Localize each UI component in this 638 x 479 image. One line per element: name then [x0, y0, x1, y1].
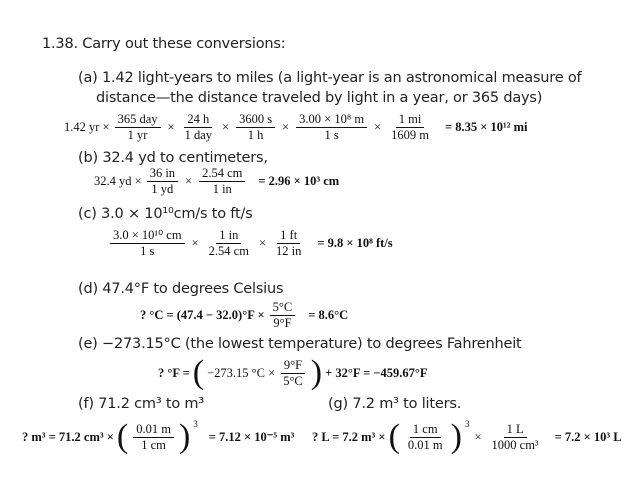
- part-e-f-num: 9°F: [281, 358, 305, 374]
- times-sign: ×: [474, 429, 482, 444]
- part-d-label: (d) 47.4°F to degrees Celsius: [78, 281, 284, 297]
- part-g-factor-2: [489, 422, 542, 453]
- part-c-result: = 9.8 × 10⁸ ft/s: [317, 236, 393, 250]
- times-sign: ×: [374, 120, 382, 134]
- part-a-f4-den: 1 s: [324, 128, 339, 142]
- part-g-exponent: 3: [464, 419, 470, 429]
- part-d-start: ? °C = (47.4 − 32.0)°F ×: [140, 308, 265, 322]
- times-sign: ×: [191, 236, 199, 250]
- part-f-start: ? m³ = 71.2 cm³ ×: [22, 429, 114, 444]
- part-b-start: 32.4 yd ×: [94, 174, 142, 188]
- part-c-f2-num: 1 ft: [277, 228, 300, 244]
- part-a-f1-den: 1 yr: [127, 128, 148, 142]
- part-e-tail: + 32°F = −459.67°F: [325, 365, 428, 380]
- part-e-inner: −273.15 °C ×: [207, 365, 276, 380]
- part-g-equation: [312, 420, 622, 454]
- part-b-f1-den: 1 yd: [151, 182, 174, 196]
- times-sign: ×: [167, 120, 175, 134]
- part-a-f2-num: 24 h: [184, 112, 212, 128]
- part-a-f5-num: 1 mi: [396, 112, 425, 128]
- part-c-f1-den: 2.54 cm: [208, 244, 249, 258]
- part-a-factor-1: [115, 112, 161, 143]
- part-d-result: = 8.6°C: [308, 308, 349, 322]
- part-c-f2-den: 12 in: [276, 244, 302, 258]
- part-a-f4-num: 3.00 × 10⁸ m: [296, 112, 367, 128]
- part-b-factor-1: [147, 166, 178, 197]
- part-d-equation: [140, 300, 348, 331]
- part-a-f5-den: 1609 m: [391, 128, 429, 142]
- times-sign: ×: [282, 120, 290, 134]
- part-f-result: = 7.12 × 10⁻⁵ m³: [208, 430, 295, 444]
- part-f-equation: [22, 420, 294, 454]
- part-a-result: = 8.35 × 10¹² mi: [444, 120, 528, 134]
- part-g-f2-den: 1000 cm³: [491, 437, 539, 452]
- part-b-f2-num: 2.54 cm: [199, 166, 245, 182]
- part-b-result: = 2.96 × 10³ cm: [258, 174, 340, 188]
- part-d-factor: [270, 300, 296, 331]
- part-c-equation: [108, 228, 393, 259]
- part-c-label: (c) 3.0 × 10¹⁰cm/s to ft/s: [78, 206, 253, 222]
- part-a-factor-2: [182, 112, 215, 143]
- left-paren: (: [388, 418, 400, 455]
- part-e-factor: [280, 358, 306, 389]
- part-g-factor-1: [405, 422, 446, 453]
- part-a-f3-den: 1 h: [247, 128, 264, 142]
- part-g-f1-num: 1 cm: [410, 422, 441, 438]
- part-b-f1-num: 36 in: [147, 166, 178, 182]
- part-a-f1-num: 365 day: [115, 112, 161, 128]
- part-g-f2-num: 1 L: [504, 422, 527, 438]
- part-c-factor-2: [273, 228, 304, 259]
- part-c-factor-0: [110, 228, 185, 259]
- part-b-label: (b) 32.4 yd to centimeters,: [78, 150, 268, 166]
- part-a-f2-den: 1 day: [184, 128, 213, 142]
- part-b-factor-2: [199, 166, 245, 197]
- part-f-label: (f) 71.2 cm³ to m³: [78, 396, 204, 412]
- part-a-equation: [64, 112, 527, 143]
- part-a-label-line2: distance—the distance traveled by light in a year, or 365 days): [96, 90, 543, 106]
- part-f-f-den: 1 cm: [141, 437, 166, 452]
- part-d-f-num: 5°C: [270, 300, 296, 316]
- part-e-equation: [158, 356, 428, 390]
- part-e-label: (e) −273.15°C (the lowest temperature) to degrees Fahrenheit: [78, 336, 522, 352]
- part-a-factor-5: [388, 112, 432, 143]
- left-paren: (: [192, 354, 205, 391]
- part-e-f-den: 5°C: [283, 373, 303, 388]
- part-g-label: (g) 7.2 m³ to liters.: [328, 396, 462, 412]
- part-g-result: = 7.2 × 10³ L: [554, 429, 622, 444]
- right-paren: ): [178, 418, 191, 455]
- part-a-start: 1.42 yr ×: [64, 120, 110, 134]
- part-c-f0-num: 3.0 × 10¹⁰ cm: [110, 228, 185, 244]
- problem-header: 1.38. Carry out these conversions:: [42, 36, 286, 52]
- part-d-f-den: 9°F: [273, 316, 292, 330]
- part-g-start: ? L = 7.2 m³ ×: [312, 429, 386, 444]
- part-c-f1-num: 1 in: [216, 228, 241, 244]
- right-paren: ): [450, 418, 462, 455]
- part-a-factor-3: [236, 112, 275, 143]
- part-a-label: (a) 1.42 light-years to miles (a light-year is an astronomical measure of: [78, 70, 582, 86]
- part-b-equation: [94, 166, 339, 197]
- left-paren: (: [116, 418, 129, 455]
- times-sign: ×: [258, 236, 266, 250]
- part-f-exponent: 3: [193, 419, 198, 429]
- part-f-factor: [133, 422, 174, 453]
- part-a-f3-num: 3600 s: [236, 112, 275, 128]
- part-b-f2-den: 1 in: [212, 182, 232, 196]
- part-g-f1-den: 0.01 m: [407, 437, 443, 452]
- right-paren: ): [310, 354, 323, 391]
- times-sign: ×: [222, 120, 230, 134]
- part-e-start: ? °F =: [158, 365, 190, 380]
- times-sign: ×: [185, 174, 193, 188]
- part-c-f0-den: 1 s: [140, 244, 155, 258]
- part-a-factor-4: [296, 112, 367, 143]
- part-c-factor-1: [206, 228, 252, 259]
- part-f-f-num: 0.01 m: [133, 422, 174, 438]
